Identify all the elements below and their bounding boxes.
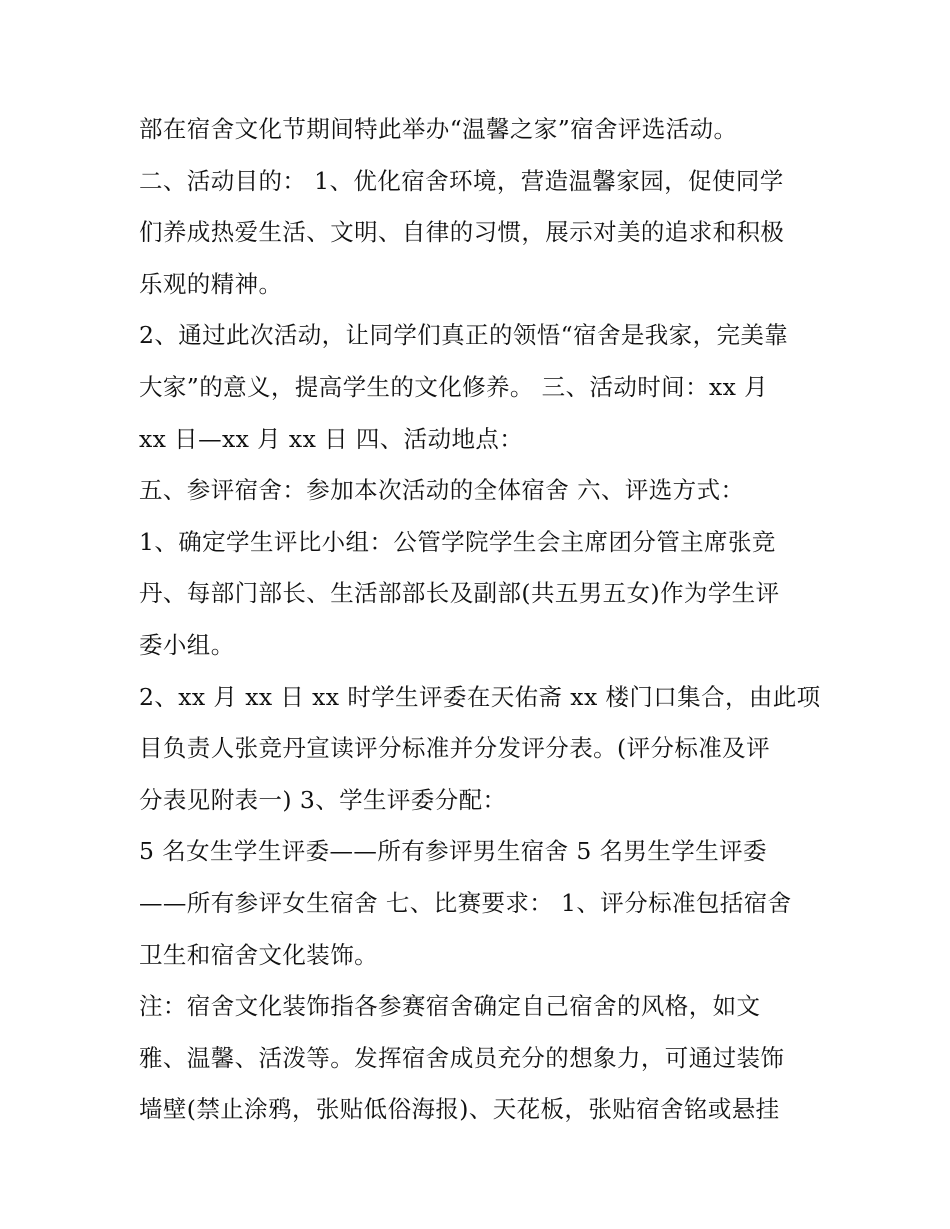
text-line: ——所有参评女生宿舍 七、比赛要求： 1、评分标准包括宿舍 <box>139 888 792 917</box>
text-line: 部在宿舍文化节期间特此举办“温馨之家”宿舍评选活动。 <box>139 115 738 143</box>
text-line: 5 名女生学生评委——所有参评男生宿舍 5 名男生学生评委 <box>139 837 767 866</box>
document-body <box>139 108 819 1140</box>
text-line: xx 日—xx 月 xx 日 四、活动地点： <box>139 424 524 453</box>
text-line: 二、活动目的： 1、优化宿舍环境，营造温馨家园，促使同学 <box>139 166 784 195</box>
text-line: 墙壁(禁止涂鸦，张贴低俗海报)、天花板，张贴宿舍铭或悬挂 <box>139 1095 780 1124</box>
text-line: 卫生和宿舍文化装饰。 <box>139 940 378 969</box>
text-line: 大家”的意义，提高学生的文化修养。 三、活动时间：xx 月 <box>139 372 769 401</box>
text-line: 2、通过此次活动，让同学们真正的领悟“宿舍是我家，完美靠 <box>139 321 789 350</box>
text-line: 们养成热爱生活、文明、自律的习惯，展示对美的追求和积极 <box>139 218 785 247</box>
text-line: 2、xx 月 xx 日 xx 时学生评委在天佑斋 xx 楼门口集合，由此项 <box>139 682 821 711</box>
text-line: 丹、每部门部长、生活部部长及副部(共五男五女)作为学生评 <box>139 579 780 608</box>
text-line: 五、参评宿舍：参加本次活动的全体宿舍 六、评选方式： <box>139 476 745 505</box>
text-line: 目负责人张竞丹宣读评分标准并分发评分表。(评分标准及评 <box>139 734 770 763</box>
text-line: 乐观的精神。 <box>139 269 283 298</box>
text-line: 委小组。 <box>139 630 235 659</box>
text-line: 分表见附表一) 3、学生评委分配： <box>139 785 507 814</box>
text-line: 1、确定学生评比小组：公管学院学生会主席团分管主席张竞 <box>139 527 776 556</box>
text-line: 雅、温馨、活泼等。发挥宿舍成员充分的想象力，可通过装饰 <box>139 1043 785 1072</box>
text-line: 注：宿舍文化装饰指各参赛宿舍确定自己宿舍的风格，如文 <box>139 992 761 1021</box>
